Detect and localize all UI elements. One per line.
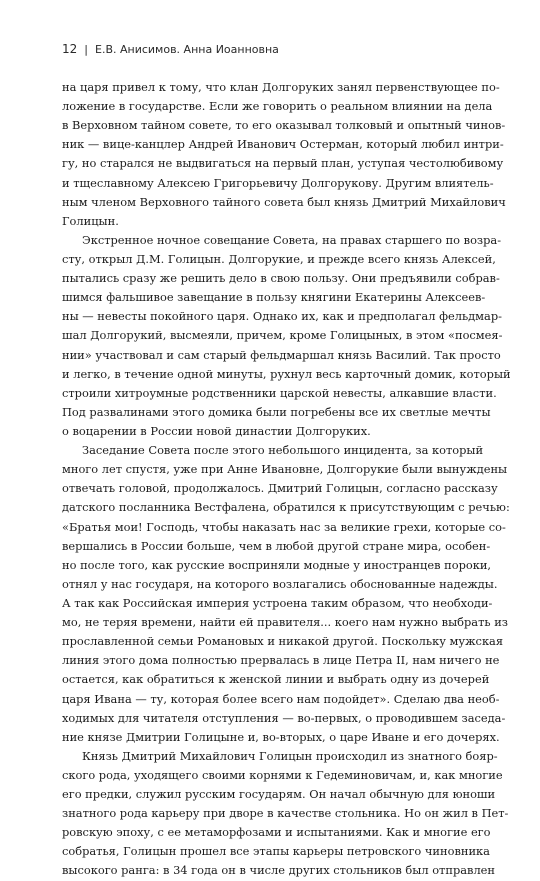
text-line: сту, открыл Д.М. Голицын. Долгорукие, и прежде всего князь Алексей, [62, 251, 496, 266]
text-line: ровскую эпоху, с ее метаморфозами и испытаниями. Как и многие его [62, 825, 491, 840]
text-line: но после того, как русские восприняли модные у иностранцев пороки, [62, 557, 492, 572]
text-line: датского посланника Вестфалена, обратился к присутствующим с речью: [62, 500, 510, 515]
paragraph [62, 747, 509, 881]
text-line: высокого ранга: в 34 года он в числе других стольников был отправлен [62, 863, 496, 878]
text-line: остается, как обратиться к женской линии и выбрать одну из дочерей [62, 672, 490, 687]
text-line: Заседание Совета после этого небольшого инцидента, за который [82, 443, 484, 458]
text-line: ние князе Дмитрии Голицыне и, во-вторых, о царе Иване и его дочерях. [62, 729, 500, 744]
paragraph [62, 78, 506, 231]
text-line: пытались сразу же решить дело в свою пользу. Они предъявили собрав- [62, 271, 500, 286]
text-line: ходимых для читателя отступления — во-первых, о проводившем заседа- [62, 710, 506, 725]
text-line: шимся фальшивое завещание в пользу княгини Екатерины Алексеев- [62, 290, 486, 305]
text-line: строили хитроумные родственники царской невесты, алкавшие власти. [62, 385, 497, 400]
text-line: прославленной семьи Романовых и никакой другой. Поскольку мужская [62, 634, 504, 649]
text-line: ным членом Верховного тайного совета был князь Дмитрий Михайлович [62, 194, 506, 209]
text-line: собратья, Голицын прошел все этапы карьеры петровского чиновника [62, 844, 490, 859]
text-line: знатного рода карьеру при дворе в качестве стольника. Но он жил в Пет- [62, 806, 509, 821]
text-line: Князь Дмитрий Михайлович Голицын происходил из знатного бояр- [82, 748, 498, 763]
text-line: вершались в России больше, чем в любой другой стране мира, особен- [62, 538, 491, 553]
text-line: в Верховном тайном совете, то его оказывал толковый и опытный чинов- [62, 118, 506, 133]
text-line: ник — вице-канцлер Андрей Иванович Остерман, который любил интри- [62, 137, 504, 152]
text-line: отвечать головой, продолжалось. Дмитрий Голицын, согласно рассказу [62, 481, 498, 496]
text-line: Экстренное ночное совещание Совета, на правах старшего по возра- [82, 232, 502, 247]
page-number: 12 [62, 42, 78, 56]
text-line: линия этого дома полностью прервалась в лице Петра II, нам ничего не [62, 653, 500, 668]
text-line: отнял у нас государя, на которого возлагались обоснованные надежды. [62, 576, 498, 591]
text-line: «Братья мои! Господь, чтобы наказать нас за великие грехи, которые со- [62, 519, 506, 534]
text-line: ложение в государстве. Если же говорить о реальном влиянии на дела [62, 99, 493, 114]
text-line: Голицын. [62, 213, 119, 228]
text-line: и легко, в течение одной минуты, рухнул весь карточный домик, который [62, 366, 511, 381]
text-line: царя Ивана — ту, которая более всего нам подойдет». Сделаю два необ- [62, 691, 500, 706]
text-line: шал Долгорукий, высмеяли, причем, кроме Голицыных, в этом «посмея- [62, 328, 503, 343]
text-line: на царя привел к тому, что клан Долгоруких занял первенствующее по- [62, 80, 500, 94]
paragraph [62, 441, 510, 747]
text-line: мо, не теряя времени, найти ей правителя... коего нам нужно выбрать из [62, 615, 508, 630]
text-line: много лет спустя, уже при Анне Ивановне, Долгорукие были вынуждены [62, 462, 508, 477]
page-body [62, 78, 511, 881]
text-line: гу, но старался не выдвигаться на первый план, уступая честолюбивому [62, 156, 504, 171]
text-line: о воцарении в России новой династии Долгоруких. [62, 423, 371, 438]
text-line: нии» участвовал и сам старый фельдмаршал князь Василий. Так просто [62, 347, 501, 362]
running-header [62, 42, 279, 56]
text-line: Под развалинами этого домика были погребены все их светлые мечты [62, 404, 491, 419]
header-separator: | [84, 42, 88, 56]
paragraph [62, 231, 511, 441]
running-title: Е.В. Анисимов. Анна Иоанновна [95, 42, 279, 56]
text-line: и тщеславному Алексею Григорьевичу Долгорукову. Другим влиятель- [62, 175, 494, 190]
text-line: его предки, служил русским государям. Он начал обычную для юноши [62, 787, 496, 802]
text-line: А так как Российская империя устроена таким образом, что необходи- [62, 595, 493, 610]
text-line: ского рода, уходящего своими корнями к Гедеминовичам, и, как многие [62, 767, 503, 782]
text-line: ны — невесты покойного царя. Однако их, как и предполагал фельдмар- [62, 309, 502, 324]
